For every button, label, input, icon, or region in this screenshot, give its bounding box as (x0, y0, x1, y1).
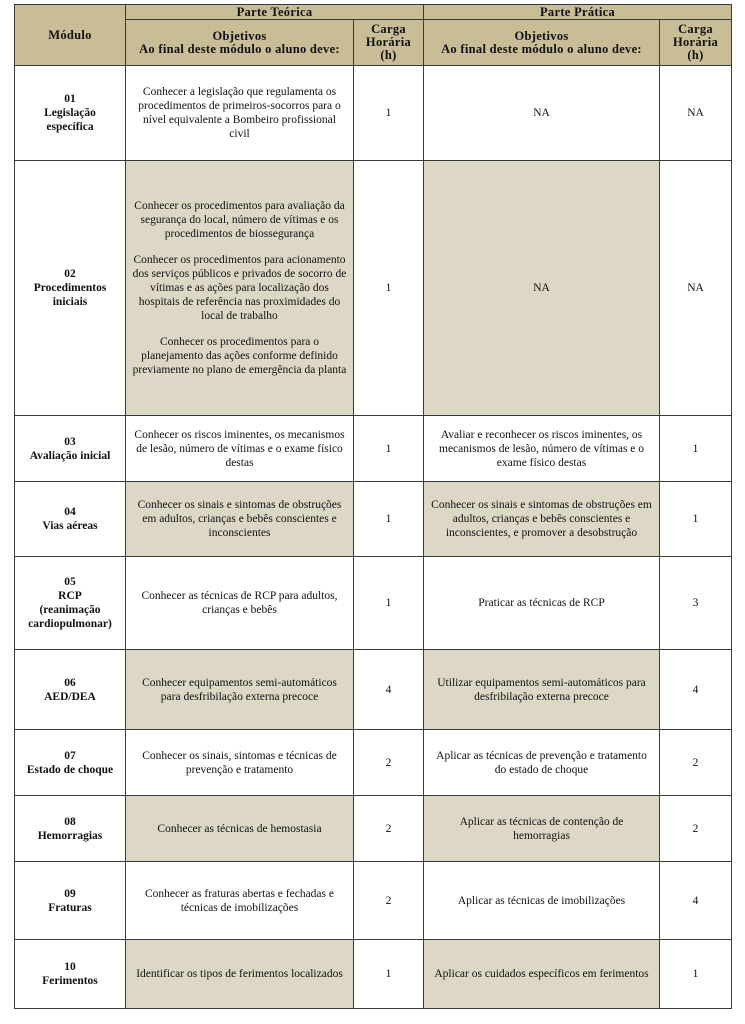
table-row (15, 650, 732, 730)
module-cell: 02 Procedimentos iniciais (15, 161, 126, 416)
practice-hours-cell: 4 (660, 650, 732, 730)
table-row (15, 557, 732, 650)
practice-hours-cell: 4 (660, 862, 732, 940)
practice-hours-cell: 2 (660, 730, 732, 796)
theory-hours-cell: 2 (354, 730, 424, 796)
header-carga-pratica: Carga Horária (h) (660, 20, 732, 66)
theory-objective-text: Conhecer as fraturas abertas e fechadas e técnicas de imobilizações (144, 887, 334, 914)
practice-hours-cell: 1 (660, 482, 732, 557)
header-objetivos-teorica: Objetivos Ao final deste módulo o aluno deve: (126, 20, 354, 66)
practice-objectives-cell: Avaliar e reconhecer os riscos iminentes, os mecanismos de lesão, número de vítimas e o exame físico destas (424, 416, 660, 482)
theory-objectives-cell (126, 940, 354, 1009)
table-body (15, 66, 732, 1009)
practice-objectives-cell: Aplicar as técnicas de imobilizações (424, 862, 660, 940)
theory-objectives-cell (126, 862, 354, 940)
practice-hours-cell: 2 (660, 796, 732, 862)
theory-objective-text: Conhecer a legislação que regulamenta os procedimentos de primeiros-socorros para o nível equivalente a Bombeiro profissional civil (138, 86, 341, 140)
theory-hours-cell: 2 (354, 862, 424, 940)
practice-objectives-cell: Conhecer os sinais e sintomas de obstruções em adultos, crianças e bebês conscientes e inconscientes, e promover a desobstrução (424, 482, 660, 557)
theory-objective-text: Conhecer os procedimentos para avaliação da segurança do local, número de vítimas e os procedimentos de biossegurança (134, 200, 345, 240)
first-aid-course-table (14, 4, 732, 1009)
theory-hours-cell: 1 (354, 482, 424, 557)
practice-objectives-cell: Aplicar as técnicas de contenção de hemorragias (424, 796, 660, 862)
module-cell: 03 Avaliação inicial (15, 416, 126, 482)
header-parte-teorica: Parte Teórica (126, 5, 424, 20)
theory-objectives-cell (126, 730, 354, 796)
practice-objectives-cell: NA (424, 66, 660, 161)
practice-hours-cell: NA (660, 161, 732, 416)
theory-objective-text: Conhecer os sinais e sintomas de obstruções em adultos, crianças e bebês conscientes e inconscientes (137, 499, 342, 539)
theory-objective-text: Conhecer os sinais, sintomas e técnicas de prevenção e tratamento (142, 749, 337, 776)
table-row (15, 862, 732, 940)
module-cell: 08 Hemorragias (15, 796, 126, 862)
theory-hours-cell: 1 (354, 66, 424, 161)
table-row (15, 161, 732, 416)
module-cell: 01 Legislação específica (15, 66, 126, 161)
practice-hours-cell: 1 (660, 416, 732, 482)
theory-objectives-cell (126, 482, 354, 557)
theory-objectives-cell (126, 416, 354, 482)
practice-hours-cell: 1 (660, 940, 732, 1009)
theory-hours-cell: 2 (354, 796, 424, 862)
practice-hours-cell: NA (660, 66, 732, 161)
table-row (15, 66, 732, 161)
module-cell: 06 AED/DEA (15, 650, 126, 730)
theory-hours-cell: 1 (354, 161, 424, 416)
module-cell: 09 Fraturas (15, 862, 126, 940)
theory-hours-cell: 1 (354, 557, 424, 650)
theory-objectives-cell (126, 796, 354, 862)
header-parte-pratica: Parte Prática (424, 5, 732, 20)
module-cell: 10 Ferimentos (15, 940, 126, 1009)
practice-objectives-cell: Utilizar equipamentos semi-automáticos para desfribilação externa precoce (424, 650, 660, 730)
practice-objectives-cell: Praticar as técnicas de RCP (424, 557, 660, 650)
theory-objective-text: Conhecer as técnicas de hemostasia (157, 822, 322, 835)
table-row (15, 482, 732, 557)
practice-objectives-cell: Aplicar as técnicas de prevenção e tratamento do estado de choque (424, 730, 660, 796)
module-cell: 05 RCP (reanimação cardiopulmonar) (15, 557, 126, 650)
table-row (15, 730, 732, 796)
theory-objective-text: Conhecer as técnicas de RCP para adultos, crianças e bebês (141, 590, 338, 616)
practice-hours-cell: 3 (660, 557, 732, 650)
theory-objectives-cell (126, 66, 354, 161)
theory-objective-text: Conhecer equipamentos semi-automáticos para desfribilação externa precoce (142, 676, 337, 703)
theory-objectives-cell (126, 557, 354, 650)
table-row (15, 796, 732, 862)
header-objetivos-pratica: Objetivos Ao final deste módulo o aluno deve: (424, 20, 660, 66)
practice-objectives-cell: NA (424, 161, 660, 416)
header-modulo: Módulo (15, 5, 126, 66)
theory-objectives-cell (126, 650, 354, 730)
table-row (15, 416, 732, 482)
theory-objective-text: Conhecer os procedimentos para acionamento dos serviços públicos e privados de socorro de vítimas e as ações para localização dos hospitais de referência nas proximidades do local de trabalho (132, 254, 347, 322)
theory-objective-text: Conhecer os riscos iminentes, os mecanismos de lesão, número de vítimas e o exame físico destas (134, 428, 345, 469)
theory-hours-cell: 1 (354, 416, 424, 482)
module-cell: 04 Vias aéreas (15, 482, 126, 557)
theory-hours-cell: 1 (354, 940, 424, 1009)
theory-hours-cell: 4 (354, 650, 424, 730)
module-cell: 07 Estado de choque (15, 730, 126, 796)
theory-objective-text: Conhecer os procedimentos para o planejamento das ações conforme definido previamente no plano de emergência da planta (132, 336, 347, 376)
theory-objective-text: Identificar os tipos de ferimentos localizados (136, 968, 343, 980)
theory-objectives-cell (126, 161, 354, 416)
table-row (15, 940, 732, 1009)
header-carga-teorica: Carga Horária (h) (354, 20, 424, 66)
practice-objectives-cell: Aplicar os cuidados específicos em ferimentos (424, 940, 660, 1009)
